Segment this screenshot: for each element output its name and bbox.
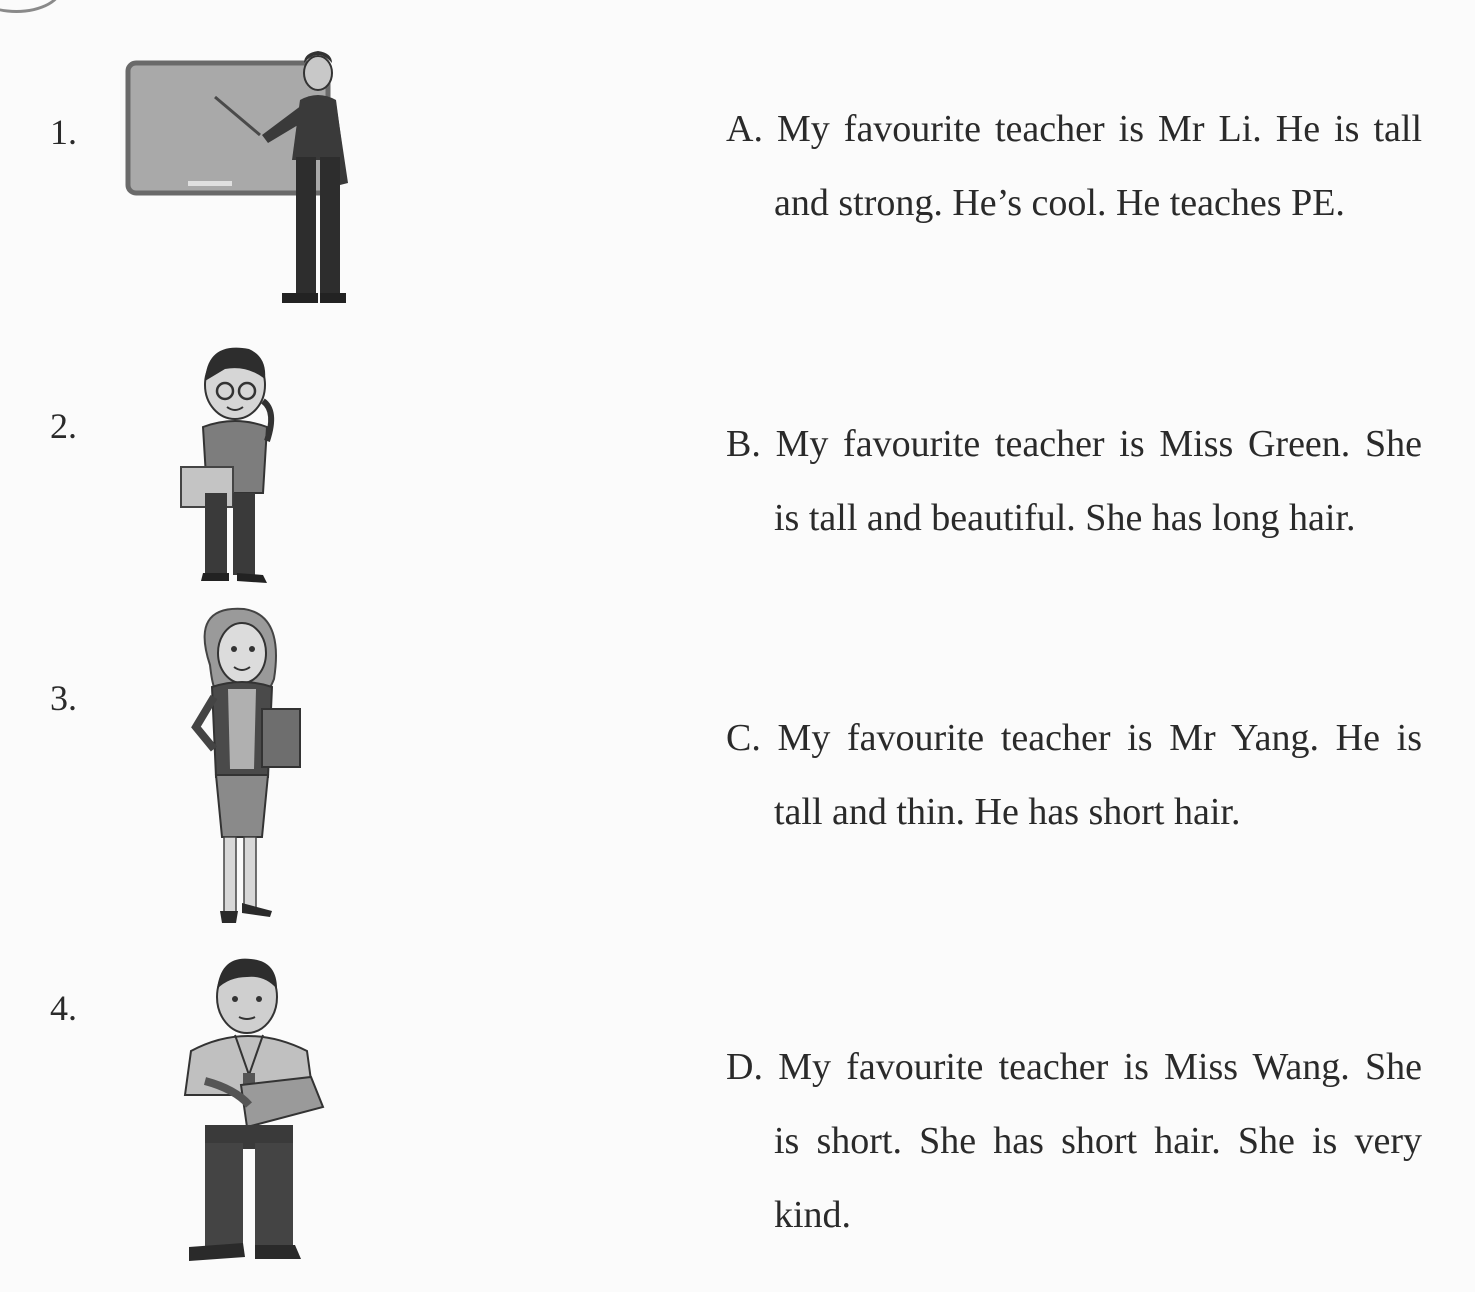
option-letter: C. <box>726 717 761 759</box>
option-text-line: My favourite teacher is Miss Wang. She <box>778 1046 1422 1088</box>
option-d <box>726 1030 1422 1252</box>
option-text-line: is tall and beautiful. She has long hair. <box>774 497 1356 539</box>
item-number-3: 3. <box>50 678 77 718</box>
teacher-with-whistle-and-clipboard-illustration <box>165 955 335 1275</box>
page-corner-mark <box>0 0 63 13</box>
long-haired-teacher-with-books-illustration <box>180 605 310 930</box>
option-a <box>726 92 1422 240</box>
option-text-line: and strong. He’s cool. He teaches PE. <box>774 182 1345 224</box>
option-text-line: My favourite teacher is Mr Yang. He is <box>777 717 1422 759</box>
male-teacher-at-blackboard-illustration <box>120 45 365 310</box>
option-text-line: My favourite teacher is Miss Green. She <box>775 423 1422 465</box>
option-letter: B. <box>726 423 761 465</box>
option-text-line: My favourite teacher is Mr Li. He is tall <box>776 108 1423 150</box>
item-number-1: 1. <box>50 112 77 152</box>
item-number-2: 2. <box>50 406 77 446</box>
item-number-4: 4. <box>50 988 77 1028</box>
option-text-line: is short. She has short hair. She is very <box>774 1120 1422 1162</box>
option-text-line: kind. <box>774 1194 852 1236</box>
option-letter: D. <box>726 1046 763 1088</box>
short-teacher-with-glasses-illustration <box>175 345 295 590</box>
option-text-line: tall and thin. He has short hair. <box>774 791 1241 833</box>
option-b <box>726 407 1422 555</box>
option-letter: A. <box>726 108 763 150</box>
option-c <box>726 701 1422 849</box>
